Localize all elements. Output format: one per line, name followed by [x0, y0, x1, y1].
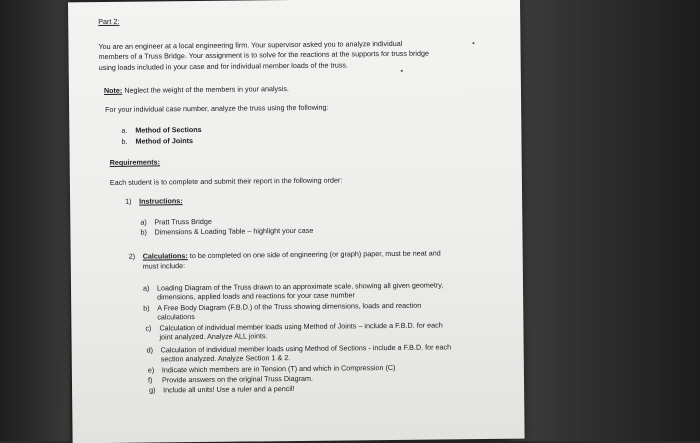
calc-g-line-1: Include all units! Use a ruler and a pencil!	[163, 384, 295, 395]
instruction-a-marker: a)	[140, 217, 147, 227]
requirements-intro: Each student is to complete and submit their report in the following order:	[109, 175, 343, 187]
calc-d-line-1: Calculation of individual member loads using Method of Sections - include a F.B.D. for each	[160, 342, 452, 355]
method-b-marker: b.	[121, 136, 128, 146]
requirements-heading: Requirements:	[109, 157, 161, 167]
calc-c-marker: c)	[145, 323, 152, 333]
calc-d-line-2: section analyzed. Analyze Section 1 & 2.	[160, 353, 291, 364]
calc-f-marker: f)	[147, 375, 153, 385]
calc-a-line-2: dimensions, applied loads and reactions for your case number	[157, 290, 355, 302]
paper-speck	[472, 42, 474, 44]
calc-b-marker: b)	[143, 303, 150, 313]
intro-line-1: You are an engineer at a local engineering firm. Your supervisor asked you to analyze individual	[98, 38, 403, 52]
part-heading: Part 2:	[98, 16, 120, 27]
paper-speck	[401, 70, 403, 72]
calculations-number: 2)	[128, 251, 136, 261]
paper-sheet	[68, 0, 525, 443]
calc-e-marker: e)	[147, 365, 155, 375]
calc-c-line-1: Calculation of individual member loads using Method of Joints – include a F.B.D. for each	[159, 320, 443, 333]
intro-line-3: using loads included in your case and for individual member loads of the truss.	[98, 60, 349, 73]
calculations-intro-line-1: to be completed on one side of engineering (or graph) paper, must be neat and	[187, 248, 441, 261]
calculations-intro-line-2: must include:	[142, 261, 186, 271]
instructions-number: 1)	[125, 196, 132, 206]
note-text: Neglect the weight of the members in your analysis.	[124, 84, 289, 95]
instructions-heading: Instructions:	[139, 196, 183, 206]
calc-b-line-2: calculations	[157, 312, 195, 322]
calc-b-line-1: A Free Body Diagram (F.B.D.) of the Truss showing dimensions, loads and reaction	[157, 300, 422, 313]
note	[104, 84, 289, 95]
calc-g-marker: g)	[149, 385, 156, 395]
instruction-a-text: Pratt Truss Bridge	[154, 216, 212, 227]
intro-line-2: members of a Truss Bridge. Your assignment is to solve for the reactions at the supports for truss bridge	[98, 48, 430, 62]
calc-d-marker: d)	[146, 345, 154, 355]
instruction-b-text: Dimensions & Loading Table – highlight your case	[154, 225, 314, 237]
case-instruction: For your individual case number, analyze the truss using the following:	[105, 102, 329, 114]
calc-a-line-1: Loading Diagram of the Truss drawn to an approximate scale, showing all given geometry,	[156, 280, 444, 293]
background-right	[510, 0, 700, 441]
calculations-heading: Calculations:	[142, 251, 188, 261]
calculations-intro	[143, 248, 441, 261]
calc-a-marker: a)	[142, 283, 150, 293]
method-a-marker: a.	[121, 125, 128, 135]
method-a-text: Method of Sections	[135, 124, 202, 135]
calc-c-line-2: joint analyzed. Analyze ALL joints.	[159, 331, 268, 342]
method-b-text: Method of Joints	[135, 136, 194, 146]
instruction-b-marker: b)	[140, 227, 147, 237]
calc-f-line-1: Provide answers on the original Truss Diagram.	[161, 373, 314, 385]
background-left	[0, 0, 70, 441]
calc-e-line-1: Indicate which members are in Tension (T) and which in Compression (C)	[161, 362, 396, 375]
note-label: Note:	[103, 85, 123, 95]
